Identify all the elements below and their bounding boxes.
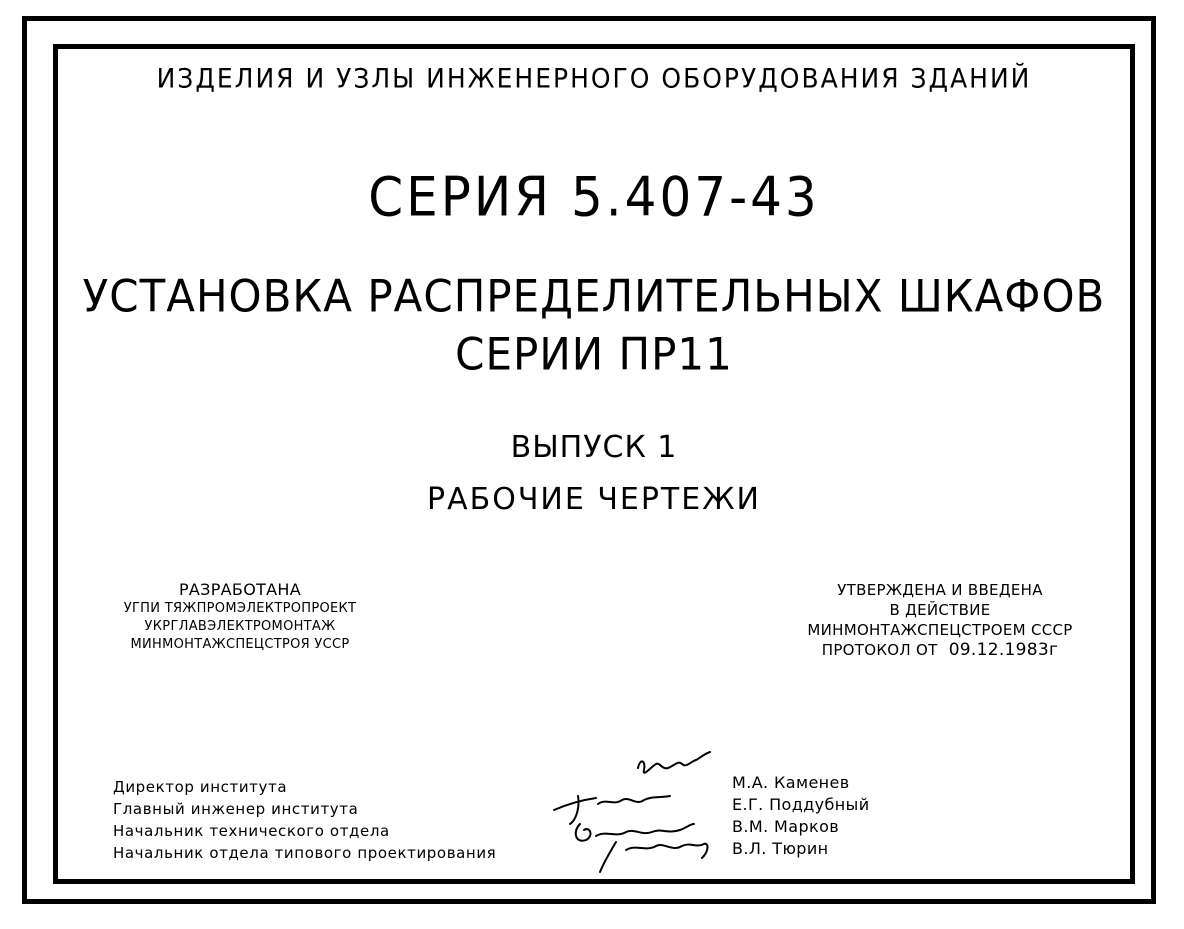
developer-line: УКРГЛАВЭЛЕКТРОМОНТАЖ [144,619,336,634]
signature-1 [638,752,710,773]
approved-line: В ДЕЙСТВИЕ [889,601,991,619]
signature-3 [576,824,694,841]
protocol-date: 09.12.1983г [948,640,1059,660]
approved-line: УТВЕРЖДЕНА И ВВЕДЕНА [837,581,1043,599]
developer-line: УГПИ ТЯЖПРОМЭЛЕКТРОПРОЕКТ [123,601,357,616]
document-subtitle: СЕРИИ ПР11 [455,328,733,381]
developed-by-block [100,580,380,654]
signatory-position: Главный инженер института [113,800,359,818]
header-title: ИЗДЕЛИЯ И УЗЛЫ ИНЖЕНЕРНОГО ОБОРУДОВАНИЯ ЗДАНИЙ [156,62,1032,95]
signatory-positions [113,776,496,864]
protocol-line [790,640,1090,660]
signatory-name: М.А. Каменев [732,773,850,792]
signatory-name: Е.Г. Поддубный [732,795,870,814]
developer-line: МИНМОНТАЖСПЕЦСТРОЯ УССР [130,637,350,652]
signatory-names [732,772,870,860]
issue-label: ВЫПУСК 1 [510,430,678,465]
developed-heading: РАЗРАБОТАНА [178,580,301,599]
approved-block [790,580,1090,660]
signatory-name: В.Л. Тюрин [732,839,829,858]
document-title: УСТАНОВКА РАСПРЕДЕЛИТЕЛЬНЫХ ШКАФОВ [82,270,1106,323]
signatory-position: Директор института [113,778,288,796]
issue-type: РАБОЧИЕ ЧЕРТЕЖИ [427,482,761,517]
signatory-position: Начальник отдела типового проектирования [113,844,497,862]
signatory-name: В.М. Марков [732,817,840,836]
protocol-label: ПРОТОКОЛ ОТ [821,641,938,659]
signature-2 [554,796,670,824]
handwritten-signatures [540,740,730,880]
signature-4 [600,842,708,872]
approved-line: МИНМОНТАЖСПЕЦСТРОЕМ СССР [807,621,1073,639]
signatory-position: Начальник технического отдела [113,822,390,840]
series-number: СЕРИЯ 5.407-43 [368,165,820,229]
